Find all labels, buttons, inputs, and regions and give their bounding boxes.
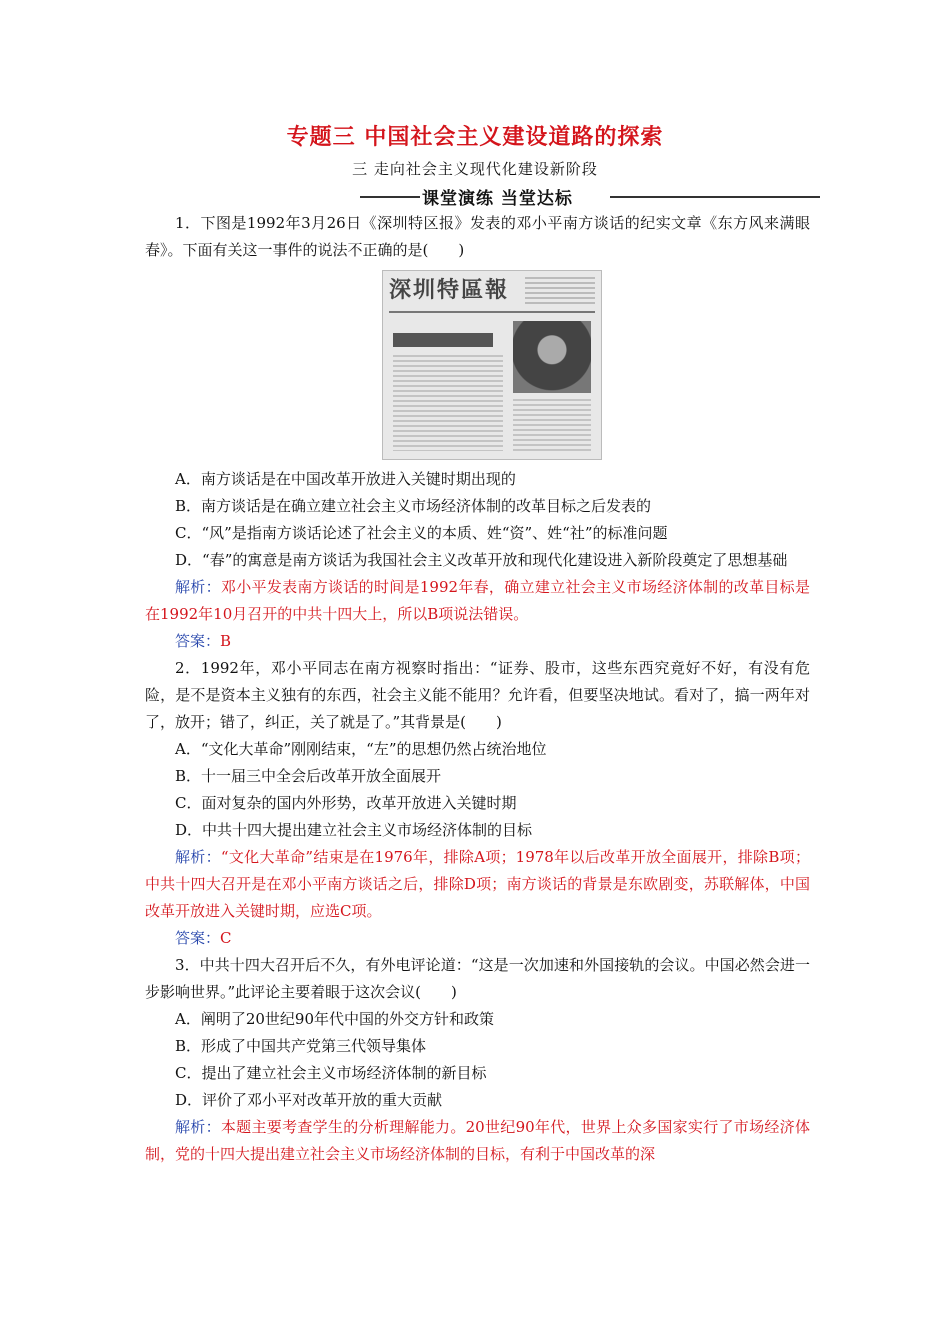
question-2-analysis [145, 844, 810, 925]
analysis-text: “文化大革命”结束是在1976年，排除A项；1978年以后改革开放全面展开，排除B项；中共十四大召开是在邓小平南方谈话之后，排除D项；南方谈话的背景是东欧剧变，苏联解体，中国改革开放进入关键时期，应选C项。 [145, 848, 810, 920]
analysis-label: 解析： [175, 848, 221, 866]
banner-text: 课堂演练 当堂达标 [422, 189, 573, 209]
answer-value: B [220, 632, 232, 650]
answer-label: 答案： [175, 632, 221, 650]
analysis-label: 解析： [175, 1118, 221, 1136]
question-3-stem: 3．中共十四大召开后不久，有外电评论道：“这是一次加速和外国接轨的会议。中国必然会进一步影响世界。”此评论主要着眼于这次会议( ) [145, 956, 810, 1001]
question-3-analysis [145, 1114, 810, 1168]
question-1-stem: 1．下图是1992年3月26日《深圳特区报》发表的邓小平南方谈话的纪实文章《东方风来满眼春》。下面有关这一事件的说法不正确的是( ) [145, 214, 810, 259]
content [145, 210, 810, 1168]
analysis-text: 本题主要考查学生的分析理解能力。20世纪90年代，世界上众多国家实行了市场经济体制，党的十四大提出建立社会主义市场经济体制的目标，有利于中国改革的深 [145, 1118, 810, 1163]
masthead-side-text [525, 277, 595, 307]
newspaper-image [382, 270, 602, 460]
question-2-option-b: B．十一届三中全会后改革开放全面展开 [175, 767, 442, 785]
question-2-option-d: D．中共十四大提出建立社会主义市场经济体制的目标 [175, 821, 533, 839]
question-1-analysis [145, 574, 810, 628]
page-subtitle: 三 走向社会主义现代化建设新阶段 [352, 160, 598, 178]
masthead-rule [389, 311, 595, 313]
question-3-option-c: C．提出了建立社会主义市场经济体制的新目标 [175, 1064, 487, 1082]
question-1-option-d: D．“春”的寓意是南方谈话为我国社会主义改革开放和现代化建设进入新阶段奠定了思想基础 [175, 551, 788, 569]
article-text-columns [393, 355, 503, 451]
analysis-text: 邓小平发表南方谈话的时间是1992年春，确立建立社会主义市场经济体制的改革目标是在1992年10月召开的中共十四大上，所以B项说法错误。 [145, 578, 810, 623]
question-2-option-a: A．“文化大革命”刚刚结束，“左”的思想仍然占统治地位 [175, 740, 547, 758]
question-1-option-b: B．南方谈话是在确立建立社会主义市场经济体制的改革目标之后发表的 [175, 497, 652, 515]
banner-rule-right [610, 196, 820, 198]
analysis-label: 解析： [175, 578, 221, 596]
question-1-option-a: A．南方谈话是在中国改革开放进入关键时期出现的 [175, 470, 516, 488]
question-1-answer [145, 628, 810, 655]
banner-rule-left [360, 196, 420, 198]
portrait-photo [513, 321, 591, 393]
newspaper-masthead: 深圳特區報 [389, 277, 510, 303]
question-1-option-c: C．“风”是指南方谈话论述了社会主义的本质、姓“资”、姓“社”的标准问题 [175, 524, 668, 542]
answer-value: C [220, 929, 232, 947]
question-2-option-c: C．面对复杂的国内外形势，改革开放进入关键时期 [175, 794, 517, 812]
article-headline-block [393, 333, 493, 347]
question-2-answer [145, 925, 810, 952]
question-3-option-b: B．形成了中国共产党第三代领导集体 [175, 1037, 427, 1055]
article-text-columns-right [513, 399, 591, 451]
page-title: 专题三 中国社会主义建设道路的探索 [286, 125, 664, 150]
question-3-option-a: A．阐明了20世纪90年代中国的外交方针和政策 [175, 1010, 495, 1028]
answer-label: 答案： [175, 929, 221, 947]
section-banner [360, 184, 820, 208]
question-3-option-d: D．评价了邓小平对改革开放的重大贡献 [175, 1091, 443, 1109]
question-2-stem: 2．1992年，邓小平同志在南方视察时指出：“证券、股市，这些东西究竟好不好，有没有危险，是不是资本主义独有的东西，社会主义能不能用？允许看，但要坚决地试。看对了，搞一两年对了，放开；错了，纠正，关了就是了。”其背景是( ) [145, 659, 810, 731]
